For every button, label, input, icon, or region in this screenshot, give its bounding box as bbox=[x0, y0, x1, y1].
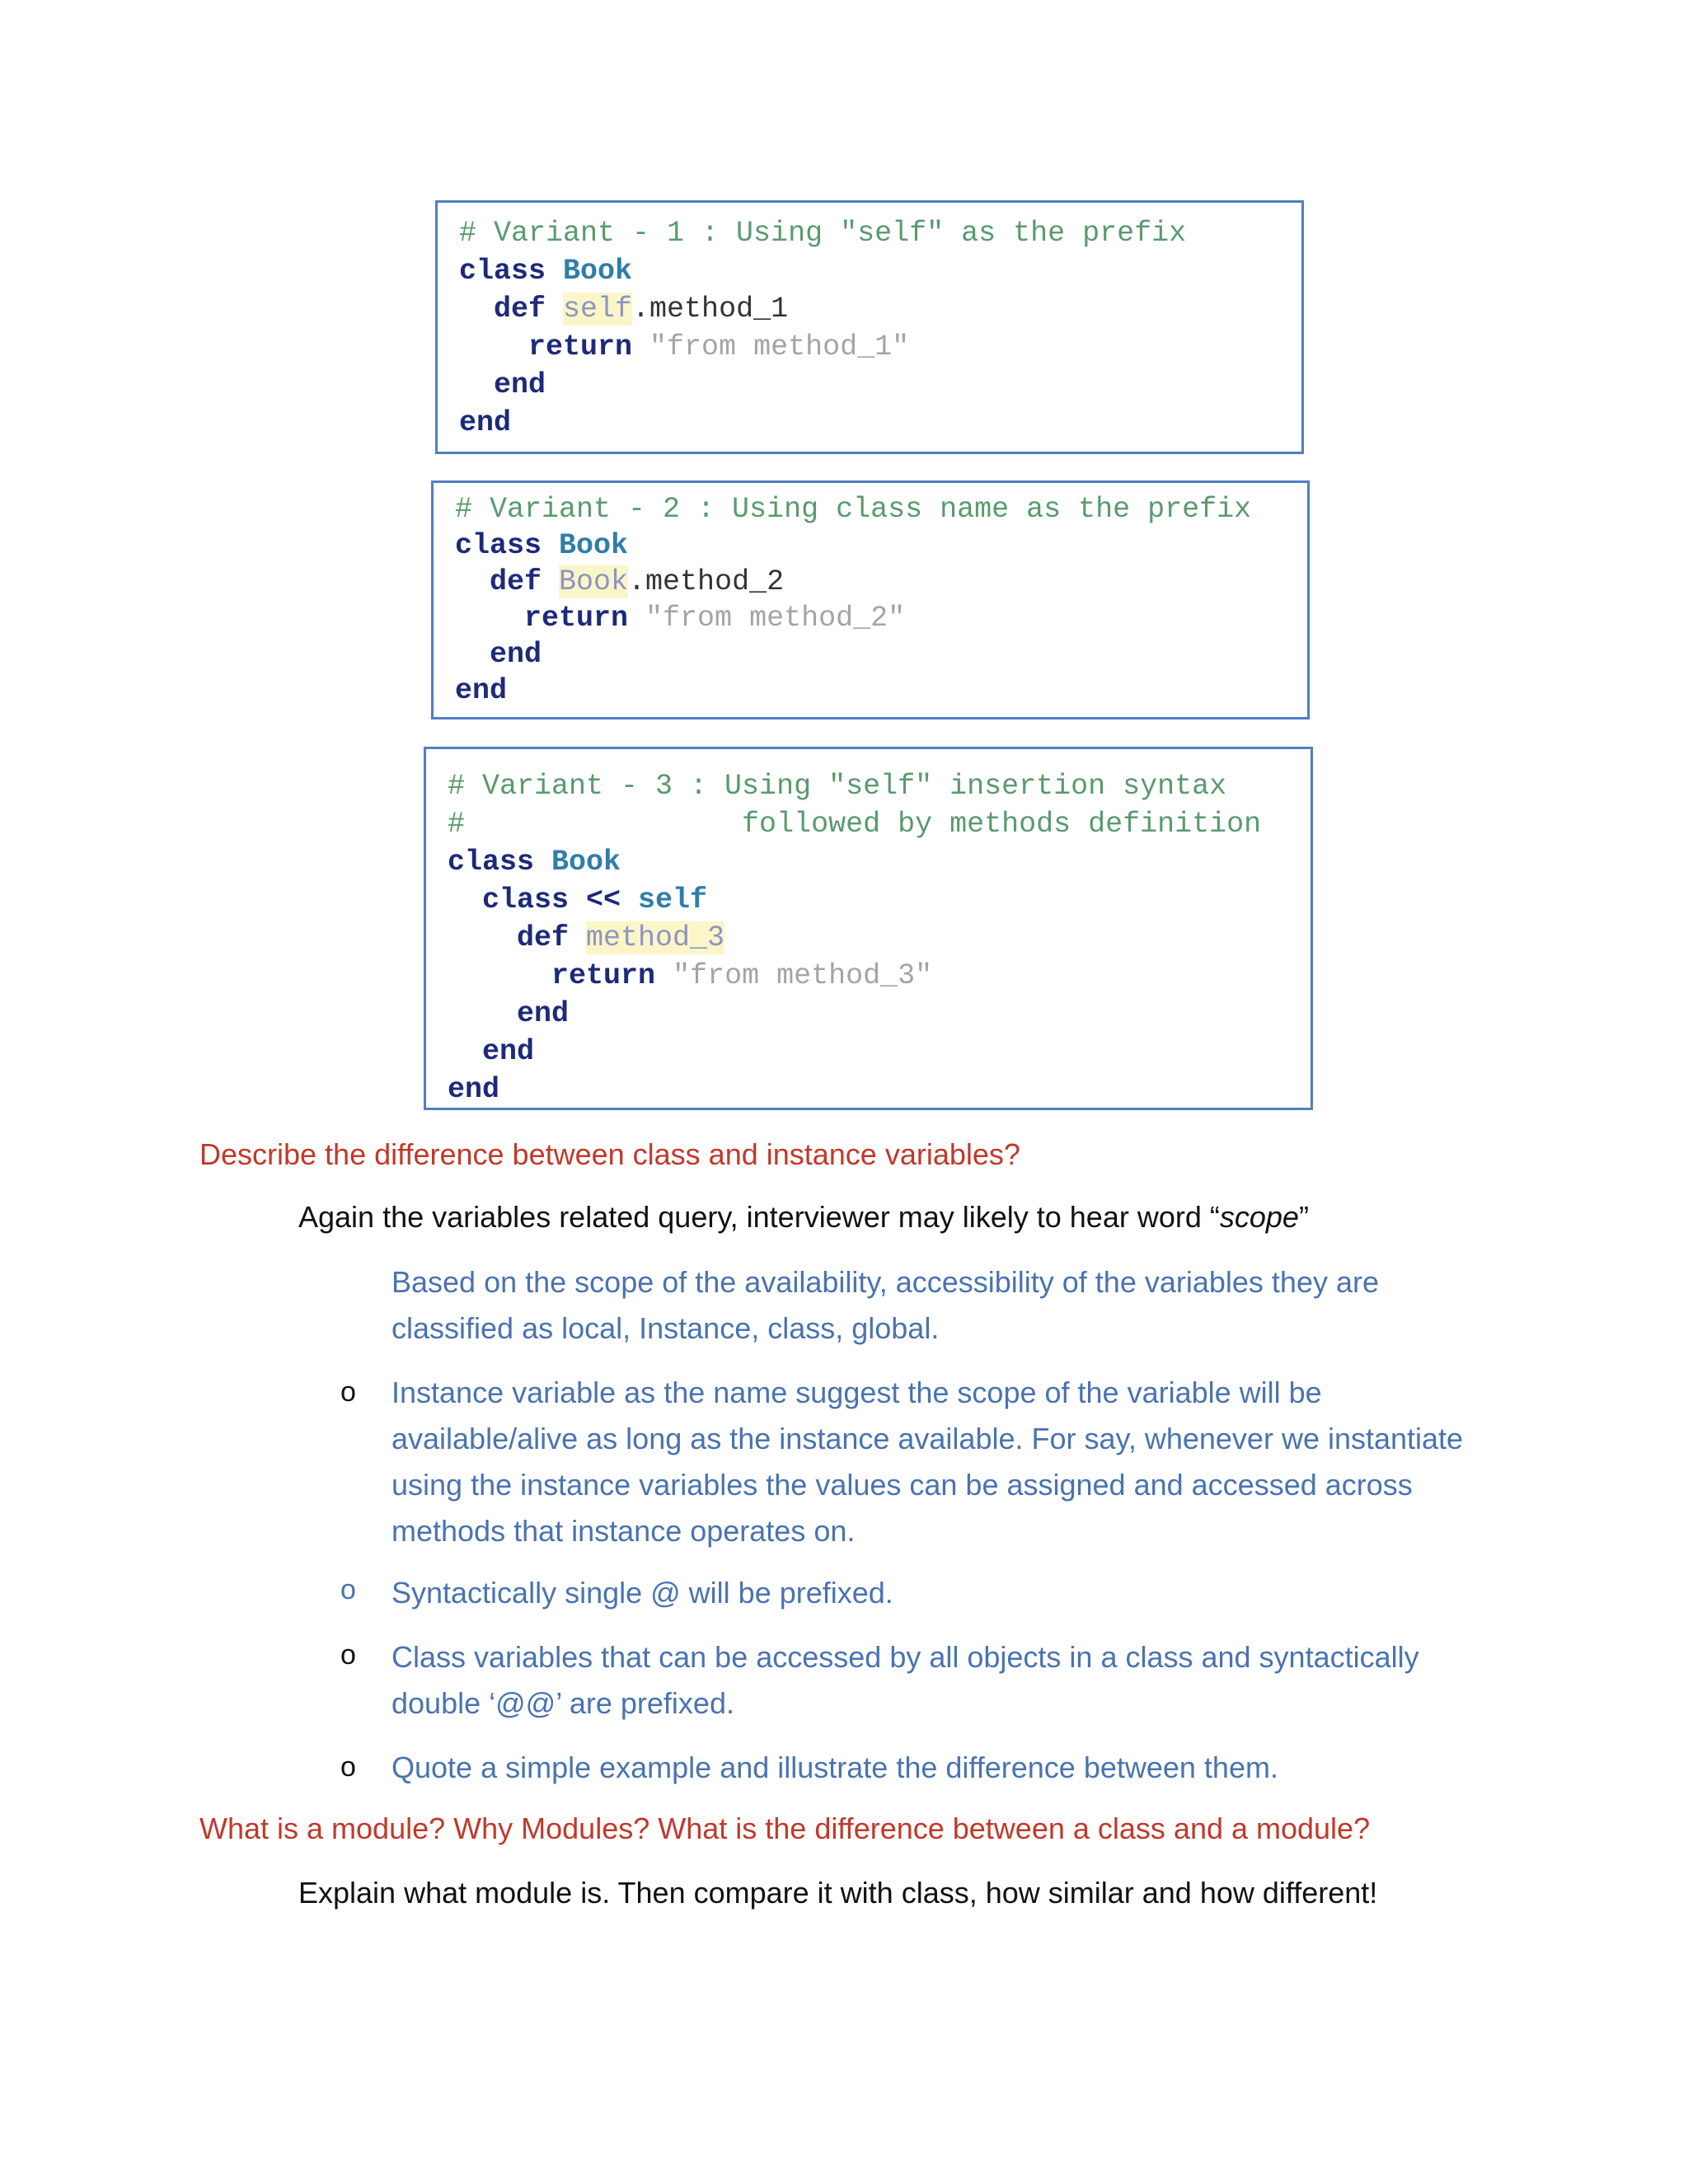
scope-line: Based on the scope of the availability, accessibility of the variables they are bbox=[392, 1265, 1380, 1299]
code-line bbox=[448, 881, 1311, 919]
code-token: Book bbox=[559, 565, 629, 598]
code-line bbox=[455, 564, 1307, 600]
code-line bbox=[448, 767, 1311, 805]
bullet-quote-example bbox=[392, 1745, 1278, 1791]
code-token: # followed by methods definition bbox=[448, 808, 1262, 841]
code-line bbox=[459, 404, 1301, 442]
code-line bbox=[459, 252, 1301, 290]
code-line bbox=[455, 491, 1307, 527]
code-token: # Variant - 1 : Using "self" as the prefix bbox=[459, 217, 1187, 250]
code-token: "from method_3" bbox=[673, 959, 933, 992]
code-line bbox=[448, 919, 1311, 957]
bullet-line: Syntactically single @ will be prefixed. bbox=[392, 1576, 893, 1610]
intro-emphasis: scope bbox=[1219, 1200, 1299, 1234]
code-token: Book bbox=[551, 846, 621, 879]
bullet-line: Class variables that can be accessed by all objects in a class and syntactically bbox=[392, 1640, 1419, 1674]
code-token: Book bbox=[563, 255, 633, 288]
question-heading-module: What is a module? Why Modules? What is the difference between a class and a module? bbox=[199, 1811, 1371, 1845]
code-line bbox=[448, 843, 1311, 881]
code-token: end bbox=[494, 368, 546, 401]
code-token: return bbox=[528, 330, 650, 363]
bullet-class-variable bbox=[392, 1634, 1419, 1727]
bullet-line: Quote a simple example and illustrate the difference between them. bbox=[392, 1750, 1278, 1784]
code-token: end bbox=[517, 997, 570, 1030]
code-token: class bbox=[448, 846, 552, 879]
code-token: self bbox=[638, 883, 708, 916]
code-block-variant-1 bbox=[435, 200, 1304, 454]
code-token: end bbox=[455, 674, 508, 707]
code-line bbox=[448, 805, 1311, 843]
code-line bbox=[448, 1033, 1311, 1071]
code-token: def bbox=[490, 565, 560, 598]
code-line bbox=[455, 673, 1307, 709]
scope-line: classified as local, Instance, class, global. bbox=[392, 1311, 940, 1345]
intro-quote-close: ” bbox=[1298, 1200, 1309, 1234]
bullet-line: double ‘@@’ are prefixed. bbox=[392, 1686, 734, 1720]
code-block-variant-3 bbox=[424, 747, 1313, 1110]
bullet-marker: o bbox=[340, 1639, 356, 1671]
code-token: # Variant - 2 : Using class name as the prefix bbox=[455, 493, 1252, 526]
code-token: class << bbox=[482, 883, 639, 916]
code-token: return bbox=[524, 602, 646, 635]
bullet-marker: o bbox=[340, 1751, 356, 1783]
code-block-variant-2 bbox=[431, 480, 1310, 719]
bullet-single-at bbox=[392, 1570, 893, 1616]
bullet-marker: o bbox=[340, 1376, 356, 1408]
bullet-line: methods that instance operates on. bbox=[392, 1514, 856, 1548]
scope-paragraph bbox=[392, 1259, 1379, 1352]
bullet-marker: o bbox=[340, 1574, 356, 1605]
code-token: .method_2 bbox=[628, 565, 785, 598]
code-token: return bbox=[551, 959, 673, 992]
code-line bbox=[455, 636, 1307, 673]
code-line bbox=[459, 328, 1301, 366]
code-token: def bbox=[494, 293, 564, 326]
code-token: end bbox=[482, 1035, 535, 1068]
bullet-line: using the instance variables the values can be assigned and accessed across bbox=[392, 1468, 1413, 1502]
bullet-instance-variable bbox=[392, 1370, 1463, 1554]
code-token: end bbox=[448, 1073, 500, 1106]
code-line bbox=[448, 1071, 1311, 1108]
question-heading-class-instance-vars: Describe the difference between class and instance variables? bbox=[199, 1137, 1020, 1171]
intro-paragraph bbox=[298, 1200, 1309, 1235]
code-token: "from method_2" bbox=[645, 602, 906, 635]
bullet-line: available/alive as long as the instance available. For say, whenever we instantiate bbox=[392, 1422, 1464, 1455]
code-line bbox=[455, 527, 1307, 564]
code-token: end bbox=[490, 638, 542, 671]
code-token: class bbox=[459, 255, 564, 288]
code-token: def bbox=[517, 921, 587, 954]
intro-text: Again the variables related query, interviewer may likely to hear word “ bbox=[298, 1200, 1220, 1234]
code-token: .method_1 bbox=[632, 293, 789, 326]
code-line bbox=[459, 366, 1301, 404]
bullet-line: Instance variable as the name suggest the scope of the variable will be bbox=[392, 1376, 1322, 1409]
code-line bbox=[459, 290, 1301, 328]
code-token: "from method_1" bbox=[649, 330, 910, 363]
code-token: end bbox=[459, 406, 512, 439]
code-token: Book bbox=[559, 529, 629, 562]
code-token: class bbox=[455, 529, 560, 562]
code-line bbox=[448, 957, 1311, 995]
code-line bbox=[459, 214, 1301, 252]
module-intro-paragraph: Explain what module is. Then compare it with class, how similar and how different! bbox=[298, 1876, 1378, 1910]
code-token: # Variant - 3 : Using "self" insertion syntax bbox=[448, 770, 1227, 803]
code-token: self bbox=[563, 293, 633, 326]
code-line bbox=[448, 995, 1311, 1033]
code-token: method_3 bbox=[586, 921, 725, 954]
code-line bbox=[455, 600, 1307, 636]
